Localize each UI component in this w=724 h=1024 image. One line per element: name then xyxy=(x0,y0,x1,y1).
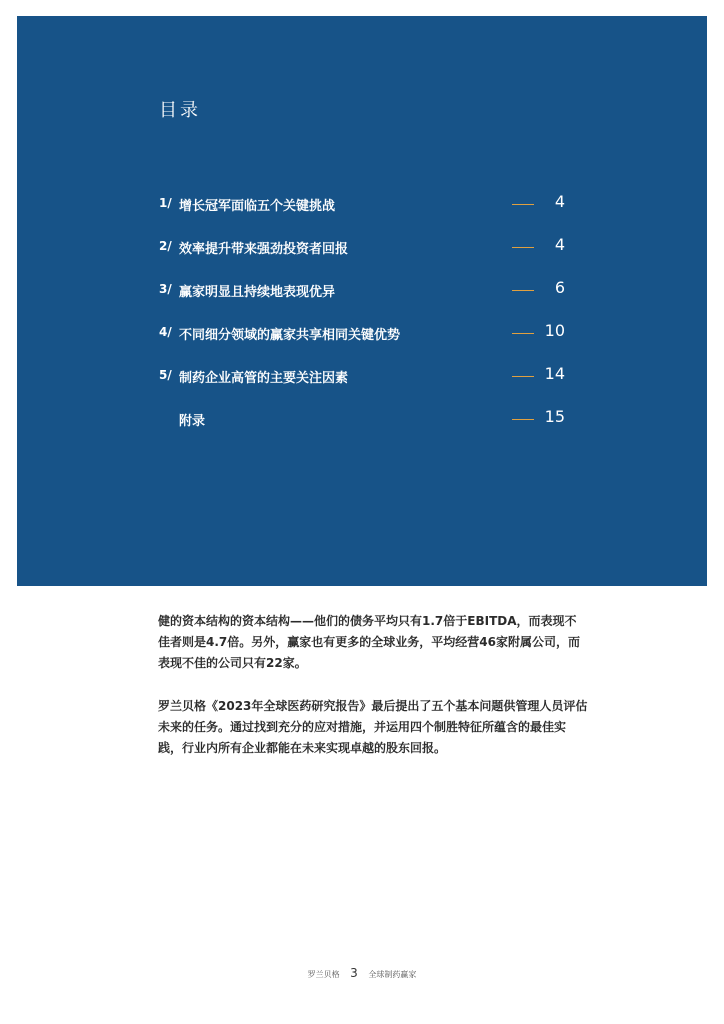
toc-item-5[interactable] xyxy=(17,364,707,388)
toc-item-page: 6 xyxy=(554,278,565,297)
toc-item-page: 15 xyxy=(544,407,565,426)
toc-item-label: 赢家明显且持续地表现优异 xyxy=(179,285,336,300)
toc-item-label: 不同细分领域的赢家共享相同关键优势 xyxy=(179,328,401,343)
toc-item-page: 10 xyxy=(544,321,565,340)
toc-item-number: 4/ xyxy=(159,325,172,339)
body-text xyxy=(158,611,588,781)
toc-item-page: 4 xyxy=(554,192,565,211)
toc-item-1[interactable] xyxy=(17,192,707,216)
toc-leader-rule xyxy=(512,333,534,334)
toc-item-label: 附录 xyxy=(179,414,206,429)
toc-item-number: 3/ xyxy=(159,282,172,296)
toc-leader-rule xyxy=(512,204,534,205)
toc-item-page: 4 xyxy=(554,235,565,254)
body-paragraph: 健的资本结构的资本结构——他们的债务平均只有1.7倍于EBITDA，而表现不佳者则是4.7倍。另外，赢家也有更多的全球业务，平均经营46家附属公司，而表现不佳的公司只有22家。 xyxy=(158,614,580,670)
toc-item-4[interactable] xyxy=(17,321,707,345)
toc-title: 目录 xyxy=(159,100,201,121)
toc-item-number: 5/ xyxy=(159,368,172,382)
toc-leader-rule xyxy=(512,419,534,420)
toc-leader-rule xyxy=(512,247,534,248)
page-footer xyxy=(0,966,724,980)
toc-item-page: 14 xyxy=(544,364,565,383)
toc-leader-rule xyxy=(512,376,534,377)
body-paragraph: 罗兰贝格《2023年全球医药研究报告》最后提出了五个基本问题供管理人员评估未来的任务。通过找到充分的应对措施，并运用四个制胜特征所蕴含的最佳实践，行业内所有企业都能在未来实现卓越的股东回报。 xyxy=(158,699,588,755)
toc-item-number: 2/ xyxy=(159,239,172,253)
toc-item-appendix[interactable] xyxy=(17,407,707,431)
toc-item-3[interactable] xyxy=(17,278,707,302)
toc-item-number: 1/ xyxy=(159,196,172,210)
toc-item-label: 效率提升带来强劲投资者回报 xyxy=(179,242,349,257)
toc-panel xyxy=(17,16,707,586)
page-number: 3 xyxy=(350,966,358,980)
toc-leader-rule xyxy=(512,290,534,291)
toc-item-2[interactable] xyxy=(17,235,707,259)
footer-report-title: 全球制药赢家 xyxy=(368,970,417,979)
toc-item-label: 制药企业高管的主要关注因素 xyxy=(179,371,349,386)
footer-brand: 罗兰贝格 xyxy=(307,970,340,979)
toc-item-label: 增长冠军面临五个关键挑战 xyxy=(179,199,336,214)
